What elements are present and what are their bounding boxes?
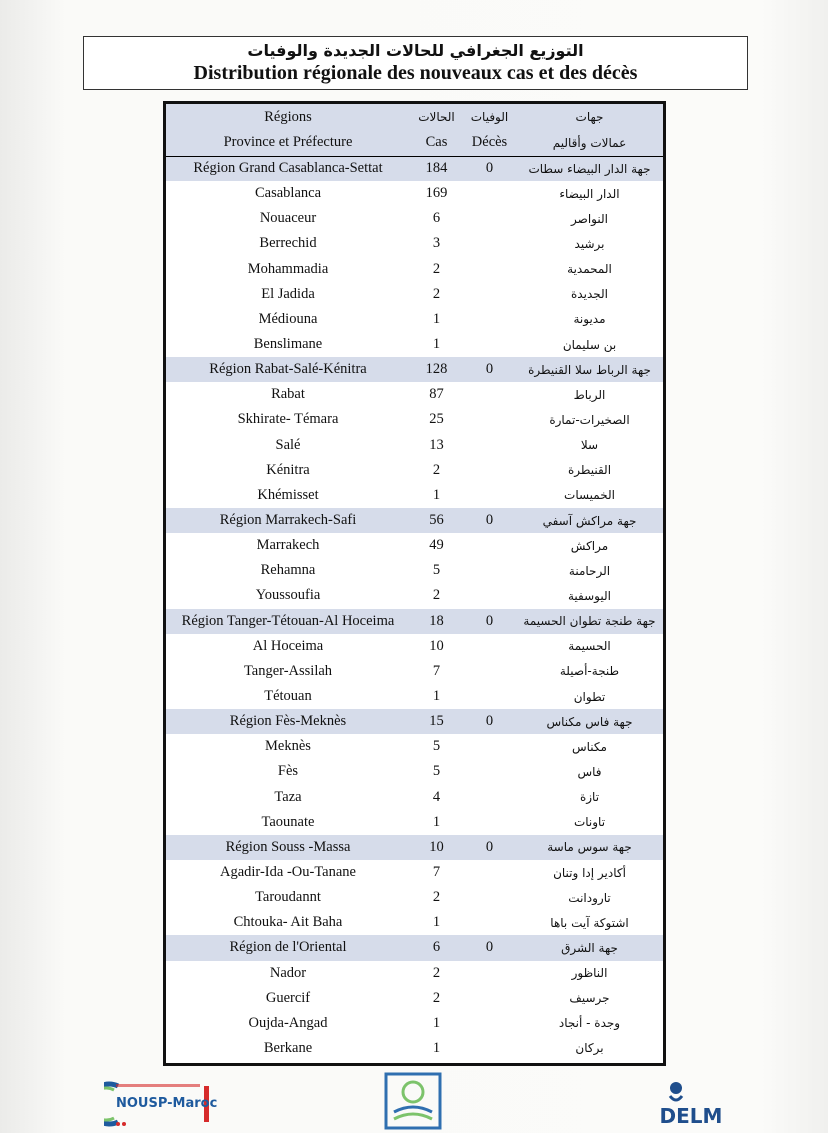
cell-deaths: 0	[485, 361, 494, 378]
cell-name-ar: الحسيمة	[568, 639, 611, 654]
cell-deaths	[463, 910, 516, 935]
header-province-ar: عمالات وأقاليم	[516, 130, 663, 156]
cell-deaths	[463, 458, 516, 483]
province-row	[166, 659, 663, 684]
cell-cases: 18	[429, 612, 444, 629]
cell-deaths	[463, 307, 516, 332]
cell-cases: 10	[429, 637, 444, 654]
province-row	[166, 382, 663, 407]
province-row	[166, 734, 663, 759]
cell-name-fr: Oujda-Angad	[248, 1014, 328, 1031]
cell-cases: 1	[432, 1039, 441, 1056]
cell-name-ar: الخميسات	[564, 488, 615, 503]
region-row	[166, 156, 663, 181]
cell-cases: 1	[432, 310, 441, 327]
cell-cases: 56	[429, 512, 444, 529]
cell-cases: 7	[432, 864, 441, 880]
cell-cases: 10	[429, 838, 444, 855]
province-row	[166, 307, 663, 332]
cell-cases: 169	[425, 185, 448, 202]
cell-name-ar: تارودانت	[568, 890, 611, 905]
cell-deaths	[463, 181, 516, 206]
province-row	[166, 910, 663, 935]
cell-name-ar: جهة الرباط سلا القنيطرة	[528, 362, 651, 377]
cell-name-fr: Tanger-Assilah	[243, 662, 333, 679]
province-row	[166, 634, 663, 659]
cell-name-ar: الصخيرات-تمارة	[549, 412, 630, 427]
province-row	[166, 785, 663, 810]
ministry-emblem-icon	[384, 1072, 442, 1130]
cell-name-ar: جهة فاس مكناس	[546, 714, 633, 729]
province-row	[166, 961, 663, 986]
header-regions-ar: جهات	[575, 110, 604, 124]
province-row	[166, 986, 663, 1011]
title-arabic: التوزيع الجغرافي للحالات الجديدة والوفيات	[247, 41, 584, 60]
nousp-logo-text: NOUSP-Maroc	[116, 1096, 218, 1111]
header-deaths-ar: الوفيات	[470, 110, 509, 124]
cell-cases: 2	[432, 964, 441, 981]
province-row	[166, 257, 663, 282]
cell-cases: 5	[432, 562, 441, 579]
cell-name-fr: Al Hoceima	[252, 637, 324, 654]
province-row	[166, 282, 663, 307]
province-row	[166, 231, 663, 256]
cell-name-fr: Berkane	[263, 1039, 313, 1056]
cell-name-fr: Nador	[269, 964, 307, 981]
cell-deaths	[463, 583, 516, 608]
region-row	[166, 609, 663, 634]
cell-cases: 5	[432, 763, 441, 780]
cell-deaths	[463, 810, 516, 835]
province-row	[166, 433, 663, 458]
cell-name-ar: القنيطرة	[567, 463, 612, 478]
cell-deaths	[463, 961, 516, 986]
province-row	[166, 885, 663, 910]
cell-name-fr: Rabat	[271, 386, 305, 403]
cell-deaths	[463, 382, 516, 407]
cell-name-ar: بركان	[575, 1041, 604, 1056]
cell-cases: 2	[432, 461, 441, 478]
cell-deaths	[463, 860, 516, 885]
cell-name-fr: Casablanca	[254, 185, 322, 202]
cell-cases: 2	[432, 260, 441, 277]
cell-name-ar: وجدة - أنجاد	[558, 1016, 621, 1031]
cell-deaths: 0	[485, 939, 494, 956]
cell-name-fr: Région Tanger-Tétouan-Al Hoceima	[181, 612, 395, 629]
province-row	[166, 206, 663, 231]
cell-deaths	[463, 231, 516, 256]
province-row	[166, 458, 663, 483]
cell-deaths	[463, 533, 516, 558]
delm-logo-text: DELM	[659, 1104, 723, 1128]
cell-cases: 6	[432, 210, 441, 227]
cell-deaths	[463, 785, 516, 810]
cell-deaths	[463, 885, 516, 910]
cell-name-ar: أكادير إدا وتنان	[553, 865, 626, 880]
cell-deaths	[463, 282, 516, 307]
cell-name-fr: Guercif	[265, 989, 311, 1006]
cell-name-fr: Salé	[275, 436, 301, 453]
cell-name-ar: مكناس	[572, 739, 607, 754]
header-row	[166, 104, 663, 130]
province-row	[166, 684, 663, 709]
cell-cases: 1	[432, 688, 441, 705]
cell-name-fr: Benslimane	[253, 336, 323, 353]
cell-name-ar: جرسيف	[569, 991, 610, 1006]
cell-cases: 2	[432, 587, 441, 604]
cell-deaths	[463, 206, 516, 231]
header-province: Province et Préfecture	[166, 130, 410, 156]
header-cases-ar: الحالات	[418, 110, 455, 124]
header-regions: Régions	[264, 108, 312, 125]
cell-name-fr: Région Grand Casablanca-Settat	[193, 160, 383, 177]
cell-name-fr: Youssoufia	[255, 587, 321, 604]
province-row	[166, 332, 663, 357]
cell-cases: 1	[432, 1014, 441, 1031]
cell-deaths	[463, 407, 516, 432]
cell-deaths	[463, 1036, 516, 1061]
cell-name-ar: الرحامنة	[568, 563, 611, 578]
region-row	[166, 935, 663, 960]
cell-deaths	[463, 734, 516, 759]
cell-cases: 87	[429, 386, 444, 403]
cell-deaths: 0	[485, 713, 494, 730]
cell-cases: 7	[432, 662, 441, 679]
cell-name-fr: Kénitra	[266, 461, 310, 478]
cell-deaths: 0	[485, 612, 494, 629]
cell-deaths	[463, 759, 516, 784]
cell-name-ar: تطوان	[573, 689, 606, 704]
cell-cases: 15	[429, 713, 444, 730]
cell-name-fr: Région Fès-Meknès	[229, 713, 347, 730]
cell-name-fr: Région Rabat-Salé-Kénitra	[209, 361, 367, 378]
cell-name-fr: Khémisset	[257, 486, 319, 503]
cell-name-ar: اليوسفية	[568, 588, 611, 603]
cell-cases: 13	[429, 436, 444, 453]
cell-cases: 1	[432, 813, 441, 830]
province-row	[166, 1036, 663, 1061]
cell-cases: 49	[429, 537, 444, 554]
cell-name-ar: مديونة	[573, 312, 606, 327]
ministry-logo	[384, 1072, 442, 1130]
cell-name-ar: الجديدة	[571, 287, 608, 302]
province-row	[166, 1011, 663, 1036]
cell-deaths: 0	[485, 838, 494, 855]
cell-name-ar: جهة سوس ماسة	[547, 840, 632, 855]
cell-name-ar: الرباط	[573, 387, 606, 402]
cell-deaths	[463, 684, 516, 709]
header-cas: Cas	[410, 130, 463, 156]
title-box	[83, 36, 748, 90]
cell-name-ar: النواصر	[571, 211, 608, 226]
cell-name-ar: جهة مراكش آسفي	[542, 513, 637, 528]
cell-deaths	[463, 659, 516, 684]
table-body	[166, 156, 663, 1061]
cell-deaths	[463, 257, 516, 282]
region-row	[166, 835, 663, 860]
cell-name-fr: Région Souss -Massa	[225, 838, 351, 855]
cell-name-ar: طنجة-أصيلة	[559, 664, 620, 679]
cell-deaths	[463, 558, 516, 583]
cell-cases: 2	[432, 285, 441, 302]
cell-deaths	[463, 483, 516, 508]
cell-cases: 25	[429, 411, 444, 428]
cell-name-fr: Médiouna	[258, 310, 318, 327]
cell-name-fr: El Jadida	[261, 285, 315, 302]
cell-cases: 1	[432, 486, 441, 503]
cell-name-fr: Chtouka- Ait Baha	[233, 914, 343, 931]
cell-deaths: 0	[485, 512, 494, 529]
region-row	[166, 508, 663, 533]
header-deces: Décès	[463, 130, 516, 156]
cell-cases: 1	[432, 336, 441, 353]
province-row	[166, 810, 663, 835]
cell-name-fr: Tétouan	[264, 688, 312, 705]
distribution-table	[163, 101, 666, 1066]
province-row	[166, 583, 663, 608]
cell-cases: 6	[432, 939, 441, 956]
cell-name-fr: Taza	[274, 788, 302, 805]
footer-logos	[0, 1068, 828, 1133]
cell-name-ar: سلا	[580, 438, 599, 453]
cell-name-ar: جهة الشرق	[561, 940, 618, 955]
cell-deaths	[463, 1011, 516, 1036]
cell-cases: 2	[432, 889, 441, 906]
cell-name-ar: جهة طنجة تطوان الحسيمة	[523, 614, 656, 629]
cell-name-fr: Skhirate- Témara	[237, 411, 339, 428]
cell-cases: 2	[432, 989, 441, 1006]
province-row	[166, 759, 663, 784]
title-french: Distribution régionale des nouveaux cas et des décès	[193, 62, 638, 84]
cell-cases: 5	[432, 738, 441, 755]
cell-name-fr: Agadir-Ida -Ou-Tanane	[220, 864, 356, 880]
cell-cases: 3	[432, 235, 441, 252]
cell-name-ar: فاس	[577, 764, 602, 779]
cell-deaths: 0	[485, 160, 494, 177]
cell-deaths	[463, 986, 516, 1011]
province-row	[166, 483, 663, 508]
province-row	[166, 181, 663, 206]
cell-name-ar: بن سليمان	[562, 337, 617, 352]
cell-name-fr: Berrechid	[259, 235, 317, 252]
nousp-logo	[104, 1080, 218, 1128]
cell-name-ar: مراكش	[570, 538, 609, 553]
cell-name-fr: Rehamna	[260, 562, 316, 579]
region-row	[166, 709, 663, 734]
cell-name-ar: جهة الدار البيضاء سطات	[528, 161, 651, 176]
cell-name-fr: Nouaceur	[259, 210, 317, 227]
cell-cases: 184	[425, 160, 448, 177]
cell-name-ar: الناظور	[571, 966, 608, 981]
cell-name-ar: برشيد	[574, 236, 605, 251]
cell-name-ar: تازة	[579, 790, 600, 805]
cell-cases: 1	[432, 914, 441, 931]
province-row	[166, 407, 663, 432]
cell-name-ar: تاونات	[573, 815, 606, 830]
cell-name-ar: الدار البيضاء	[559, 186, 620, 201]
cell-name-fr: Mohammadia	[247, 260, 329, 277]
cell-name-ar: اشتوكة آيت باها	[550, 915, 629, 930]
cell-name-fr: Région Marrakech-Safi	[219, 512, 357, 529]
delm-logo	[656, 1078, 726, 1132]
cell-name-fr: Fès	[277, 763, 299, 780]
province-row	[166, 533, 663, 558]
cell-name-fr: Région de l'Oriental	[229, 939, 347, 956]
province-row	[166, 558, 663, 583]
province-row	[166, 860, 663, 885]
cell-name-fr: Marrakech	[256, 537, 320, 554]
cell-deaths	[463, 433, 516, 458]
cell-name-fr: Meknès	[265, 738, 311, 755]
header-row	[166, 130, 663, 156]
cell-cases: 128	[425, 361, 448, 378]
cell-name-fr: Taroudannt	[255, 889, 321, 906]
cell-deaths	[463, 332, 516, 357]
cell-cases: 4	[432, 788, 441, 805]
cell-name-ar: المحمدية	[567, 262, 612, 277]
region-row	[166, 357, 663, 382]
cell-name-fr: Taounate	[261, 813, 315, 830]
cell-deaths	[463, 634, 516, 659]
